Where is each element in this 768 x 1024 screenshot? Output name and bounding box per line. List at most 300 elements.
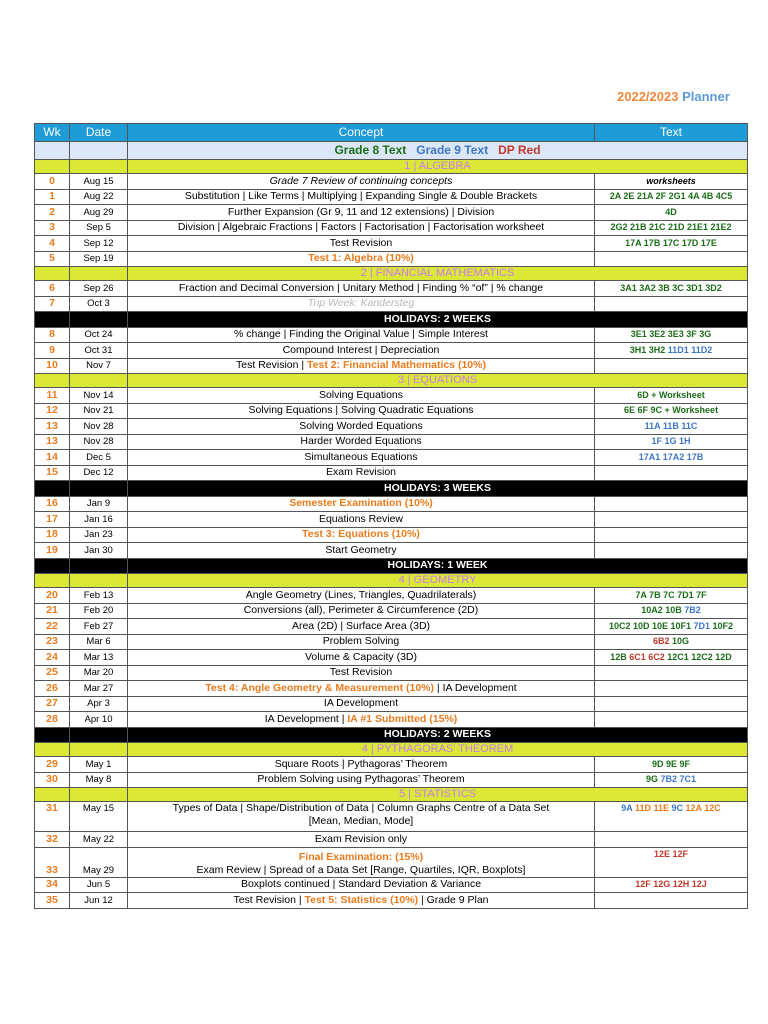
- week-row: [35, 665, 748, 681]
- holiday-blank: [70, 558, 128, 574]
- concept-segment: Test 1: Algebra (10%): [308, 252, 414, 265]
- concept-segment: Semester Examination (10%): [289, 497, 433, 510]
- text-cell: [595, 281, 748, 297]
- week-date: Jan 9: [70, 496, 128, 512]
- text-cell: [595, 403, 748, 419]
- text-cell: [595, 543, 748, 559]
- week-number: 14: [35, 450, 70, 466]
- week-date: Sep 26: [70, 281, 128, 297]
- concept-segment: Angle Geometry (Lines, Triangles, Quadrilaterals): [245, 588, 477, 601]
- week-number: 0: [35, 174, 70, 190]
- holiday-blank: [35, 481, 70, 497]
- week-date: Jan 30: [70, 543, 128, 559]
- text-segment: 6C1 6C2: [629, 651, 665, 662]
- week-row: [35, 281, 748, 297]
- unit-blank: [35, 374, 70, 388]
- concept-cell: [128, 619, 595, 635]
- week-row: [35, 296, 748, 312]
- text-cell: [595, 434, 748, 450]
- text-segment: 7A 7B 7C 7D1 7F: [635, 589, 707, 600]
- concept-cell: [128, 802, 595, 832]
- text-cell: [595, 603, 748, 619]
- concept-cell: [128, 327, 595, 343]
- week-number: 1: [35, 189, 70, 205]
- text-cell: [595, 877, 748, 893]
- week-number: 22: [35, 619, 70, 635]
- week-number: 33: [35, 847, 70, 877]
- planner-word: Planner: [682, 89, 730, 104]
- text-segment: 12B: [610, 651, 630, 662]
- concept-cell: [128, 650, 595, 666]
- text-segment: 17A1 17A2 17B: [638, 451, 704, 462]
- unit-row: [35, 788, 748, 802]
- concept-cell: [128, 543, 595, 559]
- holiday-blank: [70, 312, 128, 328]
- week-number: 20: [35, 588, 70, 604]
- week-number: 35: [35, 893, 70, 909]
- week-date: May 22: [70, 832, 128, 848]
- week-date: May 8: [70, 772, 128, 788]
- unit-blank: [35, 574, 70, 588]
- week-row: [35, 712, 748, 728]
- holiday-row: [35, 558, 748, 574]
- text-cell: [595, 665, 748, 681]
- week-date: Feb 20: [70, 603, 128, 619]
- header-wk: Wk: [35, 124, 70, 142]
- concept-cell: [128, 434, 595, 450]
- week-row: [35, 619, 748, 635]
- holiday-blank: [70, 727, 128, 743]
- concept-cell: [128, 832, 595, 848]
- text-cell: [595, 757, 748, 773]
- text-segment: 6D + Worksheet: [637, 389, 705, 400]
- week-row: [35, 327, 748, 343]
- unit-label: 2 | FINANCIAL MATHEMATICS: [128, 267, 748, 281]
- week-date: Jun 5: [70, 877, 128, 893]
- week-number: 17: [35, 512, 70, 528]
- week-row: [35, 388, 748, 404]
- text-segment: 12C1 12C2 12D: [664, 651, 732, 662]
- text-cell: [595, 388, 748, 404]
- week-date: May 29: [70, 847, 128, 877]
- text-segment: 11A 11B 11C: [644, 420, 698, 431]
- concept-segment: Solving Equations: [318, 388, 404, 401]
- holiday-blank: [70, 481, 128, 497]
- text-segment: 7B2 7C1: [660, 774, 697, 785]
- text-segment: worksheets: [646, 175, 696, 186]
- week-date: Oct 24: [70, 327, 128, 343]
- concept-cell: [128, 205, 595, 221]
- text-cell: [595, 419, 748, 435]
- week-number: 2: [35, 205, 70, 221]
- text-cell: [595, 189, 748, 205]
- text-segment: 10A2 10B: [641, 605, 685, 616]
- week-date: Aug 15: [70, 174, 128, 190]
- week-date: May 15: [70, 802, 128, 832]
- text-cell: [595, 893, 748, 909]
- legend-blank: [70, 142, 128, 160]
- week-row: [35, 496, 748, 512]
- text-segment: 4D: [665, 206, 677, 217]
- unit-row: [35, 267, 748, 281]
- text-cell: [595, 696, 748, 712]
- week-number: 12: [35, 403, 70, 419]
- concept-cell: [128, 603, 595, 619]
- week-row: [35, 236, 748, 252]
- unit-label: 1 | ALGEBRA: [128, 160, 748, 174]
- unit-label: 3 | EQUATIONS: [128, 374, 748, 388]
- week-date: Sep 12: [70, 236, 128, 252]
- concept-cell: [128, 419, 595, 435]
- header-concept: Concept: [128, 124, 595, 142]
- text-segment: 11D1 11D2: [667, 344, 713, 355]
- text-segment: 3E1 3E2 3E3 3F 3G: [630, 329, 712, 340]
- week-number: 21: [35, 603, 70, 619]
- week-number: 25: [35, 665, 70, 681]
- concept-segment: Exam Revision only: [314, 832, 408, 845]
- text-cell: [595, 588, 748, 604]
- week-date: Oct 31: [70, 343, 128, 359]
- legend-blank: [35, 142, 70, 160]
- week-row: [35, 465, 748, 481]
- week-number: 31: [35, 802, 70, 832]
- planner-title: [617, 89, 730, 104]
- concept-segment: Test 5: Statistics (10%): [304, 893, 419, 906]
- text-segment: 7B2: [684, 605, 701, 616]
- week-number: 7: [35, 296, 70, 312]
- text-segment: 2A 2E 21A 2F 2G1 4A 4B 4C5: [609, 191, 733, 202]
- week-number: 6: [35, 281, 70, 297]
- text-cell: [595, 465, 748, 481]
- concept-segment: Compound Interest | Depreciation: [282, 343, 440, 356]
- week-row: [35, 650, 748, 666]
- concept-cell: [128, 893, 595, 909]
- text-cell: [595, 220, 748, 236]
- legend-grade9: Grade 9 Text: [416, 143, 489, 157]
- concept-cell: [128, 388, 595, 404]
- week-date: Feb 13: [70, 588, 128, 604]
- unit-label: 5 | STATISTICS: [128, 788, 748, 802]
- week-date: Aug 29: [70, 205, 128, 221]
- week-number: 13: [35, 434, 70, 450]
- week-row: [35, 634, 748, 650]
- week-row: [35, 403, 748, 419]
- unit-label: 4 | PYTHAGORAS’ THEOREM: [128, 743, 748, 757]
- concept-cell: [128, 189, 595, 205]
- text-cell: [595, 847, 748, 877]
- text-cell: [595, 802, 748, 832]
- week-row: [35, 434, 748, 450]
- concept-segment: Types of Data | Shape/Distribution of Data | Column Graphs Centre of a Data Set: [172, 802, 550, 814]
- concept-cell: [128, 220, 595, 236]
- legend-row: [35, 142, 748, 160]
- week-row: [35, 251, 748, 267]
- week-date: Mar 6: [70, 634, 128, 650]
- week-row: [35, 543, 748, 559]
- concept-segment: Start Geometry: [325, 543, 397, 556]
- concept-cell: [128, 236, 595, 252]
- week-date: Mar 27: [70, 681, 128, 697]
- text-segment: 9G: [645, 774, 661, 785]
- text-cell: [595, 174, 748, 190]
- holiday-blank: [35, 312, 70, 328]
- text-segment: 12A 12C: [685, 803, 721, 813]
- unit-blank: [70, 160, 128, 174]
- concept-cell: [128, 512, 595, 528]
- week-date: Jun 12: [70, 893, 128, 909]
- text-segment: 17A 17B 17C 17D 17E: [625, 237, 717, 248]
- concept-segment: Test 2: Financial Mathematics (10%): [307, 359, 486, 372]
- week-number: 8: [35, 327, 70, 343]
- holiday-label: HOLIDAYS: 2 WEEKS: [128, 312, 748, 328]
- text-cell: [595, 772, 748, 788]
- week-date: Nov 28: [70, 434, 128, 450]
- unit-blank: [70, 374, 128, 388]
- week-date: Aug 22: [70, 189, 128, 205]
- text-cell: [595, 358, 748, 374]
- concept-cell: [128, 403, 595, 419]
- header-text: Text: [595, 124, 748, 142]
- week-date: Apr 10: [70, 712, 128, 728]
- week-number: 5: [35, 251, 70, 267]
- week-date: Nov 21: [70, 403, 128, 419]
- text-segment: 3A1 3A2 3B 3C 3D1 3D2: [620, 282, 722, 293]
- text-cell: [595, 832, 748, 848]
- week-row: [35, 802, 748, 832]
- week-number: 16: [35, 496, 70, 512]
- week-date: May 1: [70, 757, 128, 773]
- header-row: [35, 124, 748, 142]
- text-segment: 12E 12F: [653, 848, 689, 859]
- text-cell: [595, 681, 748, 697]
- unit-row: [35, 374, 748, 388]
- concept-cell: [128, 588, 595, 604]
- text-cell: [595, 527, 748, 543]
- week-date: Mar 20: [70, 665, 128, 681]
- concept-segment: Problem Solving using Pythagoras’ Theorem: [257, 773, 465, 786]
- week-number: 34: [35, 877, 70, 893]
- text-segment: 1F 1G 1H: [651, 436, 691, 447]
- concept-cell: [128, 877, 595, 893]
- text-cell: [595, 619, 748, 635]
- text-cell: [595, 251, 748, 267]
- holiday-row: [35, 727, 748, 743]
- concept-segment: Equations Review: [318, 512, 404, 525]
- week-number: 27: [35, 696, 70, 712]
- unit-row: [35, 160, 748, 174]
- text-segment: 10G: [669, 636, 690, 647]
- week-row: [35, 832, 748, 848]
- text-cell: [595, 296, 748, 312]
- holiday-label: HOLIDAYS: 1 WEEK: [128, 558, 748, 574]
- week-row: [35, 358, 748, 374]
- text-cell: [595, 327, 748, 343]
- week-date: Sep 19: [70, 251, 128, 267]
- text-cell: [595, 512, 748, 528]
- text-segment: 12F 12G 12H 12J: [635, 879, 707, 890]
- text-cell: [595, 634, 748, 650]
- concept-segment: | IA Development: [434, 681, 517, 694]
- unit-blank: [70, 788, 128, 802]
- week-row: [35, 603, 748, 619]
- concept-cell: [128, 358, 595, 374]
- week-number: 13: [35, 419, 70, 435]
- concept-segment: IA Development: [323, 697, 399, 710]
- concept-cell: [128, 665, 595, 681]
- legend-grade8: Grade 8 Text: [334, 143, 407, 157]
- concept-segment: Test 4: Angle Geometry & Measurement (10%): [205, 681, 435, 694]
- week-date: Nov 7: [70, 358, 128, 374]
- week-row: [35, 450, 748, 466]
- concept-segment: Area (2D) | Surface Area (3D): [291, 619, 431, 632]
- week-number: 29: [35, 757, 70, 773]
- unit-blank: [35, 160, 70, 174]
- week-date: Mar 13: [70, 650, 128, 666]
- concept-segment: Problem Solving: [322, 635, 400, 648]
- concept-cell: [128, 634, 595, 650]
- week-number: 15: [35, 465, 70, 481]
- concept-cell: [128, 527, 595, 543]
- week-number: 30: [35, 772, 70, 788]
- week-number: 4: [35, 236, 70, 252]
- text-segment: 7D1: [693, 620, 711, 631]
- holiday-row: [35, 481, 748, 497]
- text-segment: 11D 11E: [634, 803, 672, 813]
- concept-segment: Test Revision |: [233, 893, 305, 906]
- text-cell: [595, 496, 748, 512]
- text-segment: 3H1 3H2: [629, 344, 668, 355]
- text-segment: 9A: [621, 803, 635, 813]
- unit-blank: [70, 574, 128, 588]
- header-date: Date: [70, 124, 128, 142]
- text-segment: 6E 6F 9C + Worksheet: [623, 405, 719, 416]
- text-segment: 2G2 21B 21C 21D 21E1 21E2: [610, 222, 732, 233]
- concept-segment: Exam Revision: [325, 466, 397, 479]
- week-number: 32: [35, 832, 70, 848]
- concept-cell: [128, 757, 595, 773]
- text-cell: [595, 343, 748, 359]
- concept-segment: Test 3: Equations (10%): [302, 528, 420, 541]
- concept-segment: Substitution | Like Terms | Multiplying | Expanding Single & Double Brackets: [184, 190, 538, 203]
- text-segment: 10F2: [710, 620, 734, 631]
- week-date: Oct 3: [70, 296, 128, 312]
- concept-segment: Fraction and Decimal Conversion | Unitary Method | Finding % “of” | % change: [178, 281, 544, 294]
- week-row: [35, 681, 748, 697]
- concept-cell: [128, 465, 595, 481]
- week-number: 23: [35, 634, 70, 650]
- unit-blank: [35, 267, 70, 281]
- legend-dp: DP Red: [498, 143, 541, 157]
- week-number: 3: [35, 220, 70, 236]
- concept-segment: Trip Week: Kandersteg: [307, 297, 415, 310]
- week-row: [35, 877, 748, 893]
- week-row: [35, 847, 748, 877]
- holiday-blank: [35, 558, 70, 574]
- concept-segment: Further Expansion (Gr 9, 11 and 12 extensions) | Division: [227, 205, 495, 218]
- week-date: Nov 14: [70, 388, 128, 404]
- unit-row: [35, 743, 748, 757]
- concept-segment: | Grade 9 Plan: [418, 893, 489, 906]
- concept-segment: Simultaneous Equations: [304, 450, 418, 463]
- week-row: [35, 588, 748, 604]
- text-cell: [595, 450, 748, 466]
- week-date: Sep 5: [70, 220, 128, 236]
- unit-blank: [70, 267, 128, 281]
- week-date: Jan 16: [70, 512, 128, 528]
- week-row: [35, 174, 748, 190]
- concept-segment: Division | Algebraic Fractions | Factors | Factorisation | Factorisation worksheet: [177, 221, 545, 234]
- week-number: 26: [35, 681, 70, 697]
- week-row: [35, 419, 748, 435]
- unit-blank: [35, 788, 70, 802]
- week-row: [35, 220, 748, 236]
- concept-segment: Boxplots continued | Standard Deviation & Variance: [240, 878, 482, 891]
- holiday-row: [35, 312, 748, 328]
- concept-segment: Square Roots | Pythagoras’ Theorem: [274, 757, 448, 770]
- week-date: Feb 27: [70, 619, 128, 635]
- concept-cell: [128, 450, 595, 466]
- week-number: 24: [35, 650, 70, 666]
- week-date: Apr 3: [70, 696, 128, 712]
- text-segment: 6B2: [652, 636, 670, 647]
- week-number: 18: [35, 527, 70, 543]
- text-segment: 10C2 10D 10E 10F1: [608, 620, 694, 631]
- text-cell: [595, 712, 748, 728]
- holiday-label: HOLIDAYS: 2 WEEKS: [128, 727, 748, 743]
- planner-table: [34, 123, 748, 909]
- week-number: 28: [35, 712, 70, 728]
- week-row: [35, 512, 748, 528]
- week-row: [35, 343, 748, 359]
- concept-cell: [128, 296, 595, 312]
- concept-segment: [Mean, Median, Mode]: [308, 815, 414, 827]
- concept-segment: IA Development |: [264, 712, 348, 725]
- legend-cell: [128, 142, 748, 160]
- week-row: [35, 757, 748, 773]
- unit-blank: [35, 743, 70, 757]
- concept-segment: Solving Equations | Solving Quadratic Equations: [248, 404, 474, 417]
- concept-segment: Conversions (all), Perimeter & Circumference (2D): [243, 604, 479, 617]
- week-number: 19: [35, 543, 70, 559]
- text-cell: [595, 205, 748, 221]
- concept-cell: [128, 281, 595, 297]
- holiday-label: HOLIDAYS: 3 WEEKS: [128, 481, 748, 497]
- concept-segment: Final Examination: (15%): [298, 850, 424, 863]
- concept-segment: Test Revision: [329, 666, 393, 679]
- unit-blank: [70, 743, 128, 757]
- unit-label: 4 | GEOMETRY: [128, 574, 748, 588]
- concept-cell: [128, 772, 595, 788]
- week-row: [35, 893, 748, 909]
- week-date: Jan 23: [70, 527, 128, 543]
- concept-cell: [128, 712, 595, 728]
- concept-segment: % change | Finding the Original Value | Simple Interest: [234, 328, 488, 341]
- week-date: Dec 5: [70, 450, 128, 466]
- holiday-blank: [35, 727, 70, 743]
- week-row: [35, 205, 748, 221]
- concept-segment: Solving Worded Equations: [299, 419, 423, 432]
- text-segment: 9D 9E 9F: [651, 758, 691, 769]
- week-number: 9: [35, 343, 70, 359]
- unit-row: [35, 574, 748, 588]
- concept-segment: Grade 7 Review of continuing concepts: [269, 174, 453, 187]
- week-row: [35, 696, 748, 712]
- week-row: [35, 189, 748, 205]
- concept-cell: [128, 343, 595, 359]
- week-row: [35, 527, 748, 543]
- planner-year: 2022/2023: [617, 89, 679, 104]
- text-cell: [595, 650, 748, 666]
